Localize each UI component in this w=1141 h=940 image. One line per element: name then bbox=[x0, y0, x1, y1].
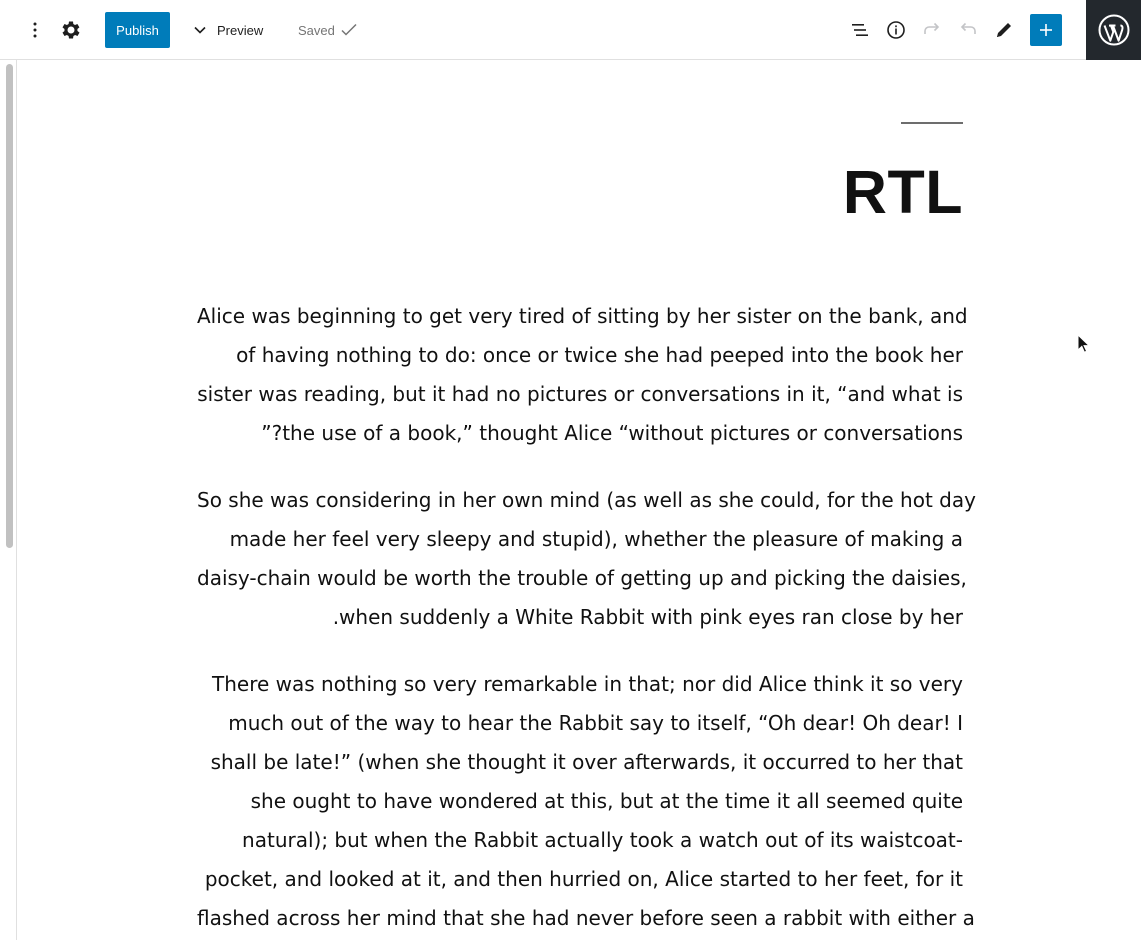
info-icon bbox=[884, 18, 908, 42]
paragraph-line: flashed across her mind that she had never before seen a rabbit with either a bbox=[197, 906, 975, 930]
undo-button[interactable] bbox=[950, 12, 986, 48]
paragraph-line: ”?the use of a book,” thought Alice “without pictures or conversations bbox=[261, 421, 963, 445]
edit-pencil-icon bbox=[992, 18, 1016, 42]
redo-icon bbox=[920, 18, 944, 42]
check-icon bbox=[339, 19, 361, 41]
paragraph-line: So she was considering in her own mind (as well as she could, for the hot day bbox=[197, 488, 976, 512]
wordpress-icon bbox=[1098, 14, 1130, 46]
paragraph-line: natural); but when the Rabbit actually took a watch out of its waistcoat- bbox=[242, 828, 963, 852]
undo-icon bbox=[956, 18, 980, 42]
publish-button[interactable] bbox=[105, 12, 170, 48]
paragraph-line: pocket, and looked at it, and then hurried on, Alice started to her feet, for it bbox=[204, 867, 963, 891]
paragraph-line: Alice was beginning to get very tired of sitting by her sister on the bank, and bbox=[197, 304, 968, 328]
paragraph-line: made her feel very sleepy and stupid), whether the pleasure of making a bbox=[229, 527, 963, 551]
tools-button[interactable] bbox=[986, 12, 1022, 48]
mouse-cursor-icon bbox=[1077, 334, 1091, 354]
paragraph-line: There was nothing so very remarkable in that; nor did Alice think it so very bbox=[212, 672, 963, 696]
paragraph-block[interactable] bbox=[197, 481, 976, 637]
chevron-down-icon bbox=[188, 18, 212, 42]
vertical-ellipsis-icon bbox=[23, 18, 47, 42]
paragraph-line: of having nothing to do: once or twice she had peeped into the book her bbox=[236, 343, 963, 367]
list-view-icon bbox=[848, 18, 872, 42]
more-options-button[interactable] bbox=[17, 12, 53, 48]
editor-scrollbar-thumb[interactable] bbox=[6, 64, 13, 548]
paragraph-line: .when suddenly a White Rabbit with pink eyes ran close by her bbox=[332, 605, 963, 629]
list-view-button[interactable] bbox=[842, 12, 878, 48]
settings-button[interactable] bbox=[53, 12, 89, 48]
paragraph-line: she ought to have wondered at this, but at the time it all seemed quite bbox=[250, 789, 963, 813]
redo-button[interactable] bbox=[914, 12, 950, 48]
preview-button[interactable] bbox=[188, 12, 263, 48]
gear-icon bbox=[59, 18, 83, 42]
paragraph-line: daisy-chain would be worth the trouble of getting up and picking the daisies, bbox=[197, 566, 967, 590]
saved-label: Saved bbox=[298, 22, 335, 38]
paragraph-line: shall be late!” (when she thought it over afterwards, it occurred to her that bbox=[210, 750, 963, 774]
plus-icon bbox=[1037, 21, 1055, 39]
paragraph-line: sister was reading, but it had no pictures or conversations in it, “and what is bbox=[197, 382, 963, 406]
preview-label: Preview bbox=[217, 22, 264, 38]
title-separator bbox=[901, 122, 963, 124]
post-title[interactable]: RTL bbox=[842, 158, 963, 226]
publish-button-label: Publish bbox=[116, 22, 159, 38]
editor-canvas bbox=[17, 61, 1141, 940]
paragraph-block[interactable] bbox=[197, 665, 975, 938]
details-button[interactable] bbox=[878, 12, 914, 48]
editor-toolbar bbox=[0, 0, 1141, 60]
saved-status bbox=[298, 12, 361, 48]
paragraph-line: much out of the way to hear the Rabbit say to itself, “Oh dear! Oh dear! I bbox=[228, 711, 963, 735]
paragraph-block[interactable] bbox=[197, 297, 968, 453]
wordpress-logo-button[interactable] bbox=[1086, 0, 1141, 60]
add-block-button[interactable] bbox=[1030, 14, 1062, 46]
